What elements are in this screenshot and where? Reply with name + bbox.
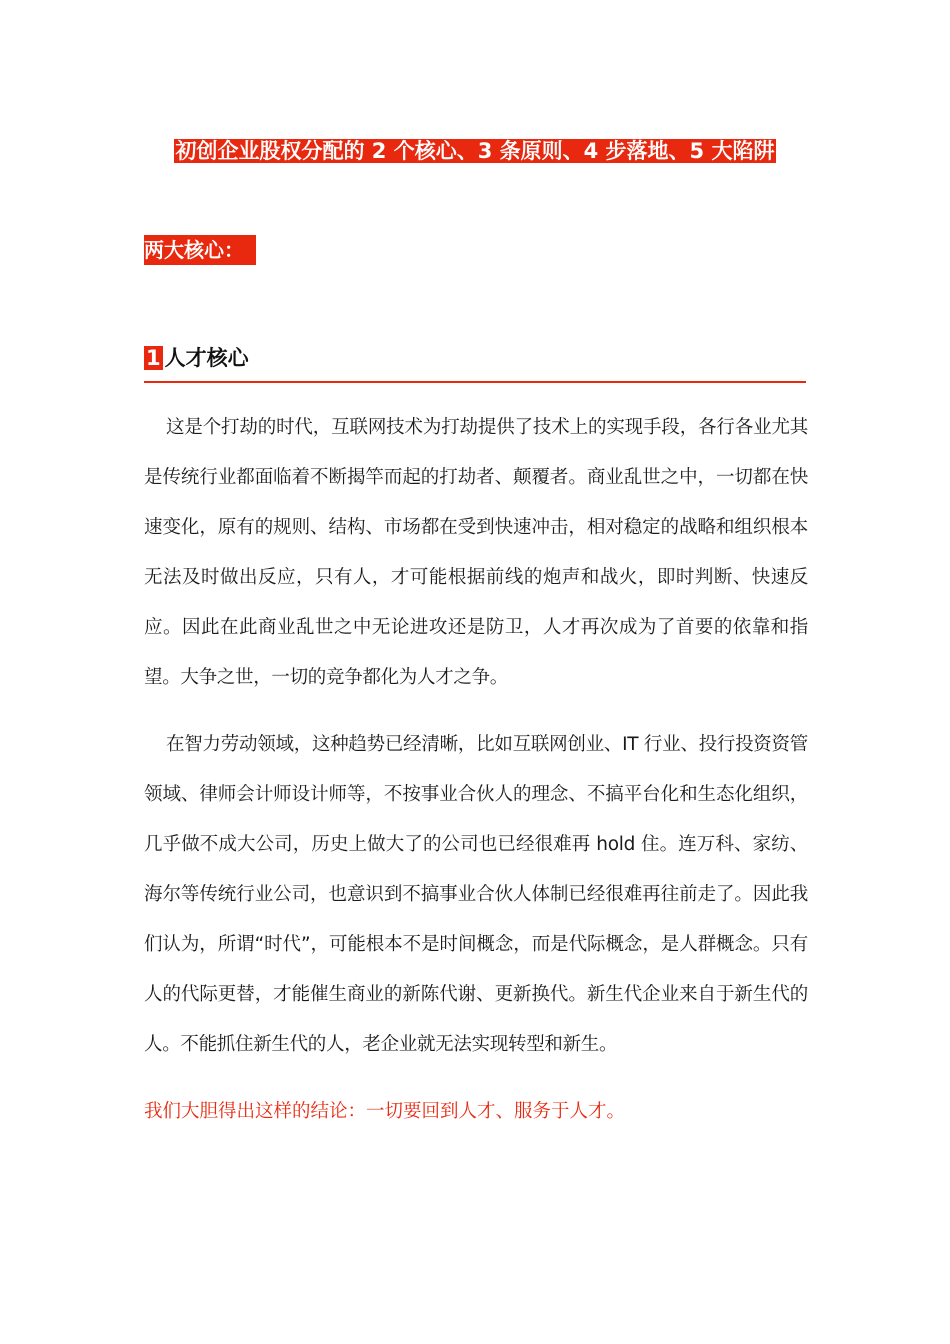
document-title [0, 136, 950, 166]
paragraph: 在智力劳动领域，这种趋势已经清晰，比如互联网创业、IT 行业、投行投资资管领域、律师会计师设计师等，不按事业合伙人的理念、不搞平台化和生态化组织，几乎做不成大公司，历史上做大了的公司也已经很难再 hold 住。连万科、家纺、海尔等传统行业公司，也意识到不搞事业合伙人体制已经很难再往前走了。因此我们认为，所谓“时代”，可能根本不是时间概念，而是代际概念，是人群概念。只有人的代际更替，才能催生商业的新陈代谢、更新换代。新生代企业来自于新生代的人。不能抓住新生代的人，老企业就无法实现转型和新生。 [144, 734, 808, 1055]
paragraph: 这是个打劫的时代，互联网技术为打劫提供了技术上的实现手段，各行各业尤其是传统行业都面临着不断揭竿而起的打劫者、颠覆者。商业乱世之中，一切都在快速变化，原有的规则、结构、市场都在受到快速冲击，相对稳定的战略和组织根本无法及时做出反应，只有人，才可能根据前线的炮声和战火，即时判断、快速反应。因此在此商业乱世之中无论进攻还是防卫，人才再次成为了首要的依靠和指望。大争之世，一切的竞争都化为人才之争。 [144, 417, 808, 688]
conclusion-text: 我们大胆得出这样的结论：一切要回到人才、服务于人才。 [144, 1101, 626, 1122]
sub-heading [144, 343, 249, 373]
heading-divider [144, 381, 806, 383]
document-title-text: 初创企业股权分配的 2 个核心、3 条原则、4 步落地、5 大陷阱 [175, 139, 775, 163]
sub-heading-text: 人才核心 [164, 346, 249, 370]
section-label: 两大核心： [144, 235, 256, 265]
sub-heading-number: 1 [146, 346, 161, 370]
